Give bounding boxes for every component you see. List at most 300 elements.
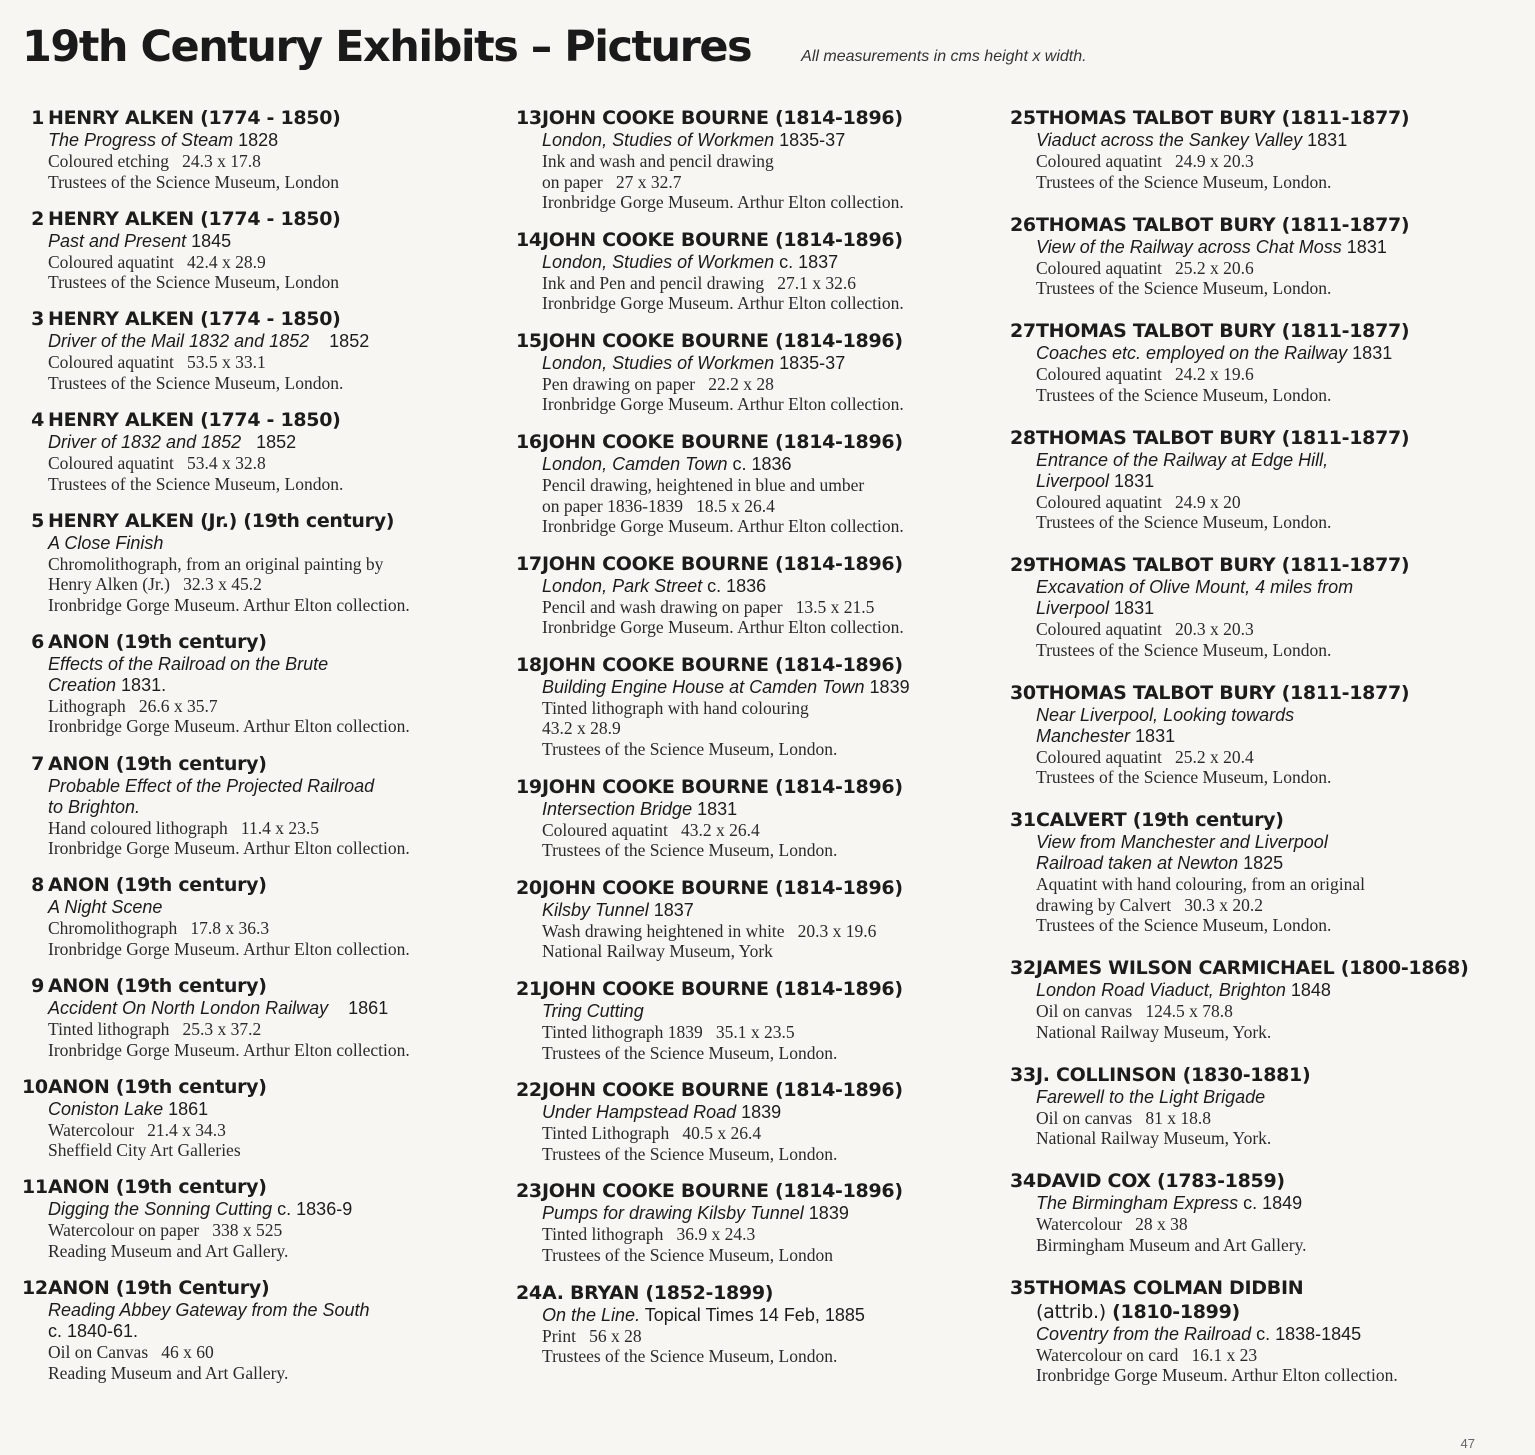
work-title-line	[1036, 471, 1510, 492]
medium-dimensions: Tinted lithograph 25.3 x 37.2	[48, 1019, 262, 1039]
exhibit-entry	[516, 1281, 994, 1367]
work-title: Pumps for drawing Kilsby Tunnel	[542, 1203, 804, 1224]
work-title-line	[1036, 450, 1510, 471]
medium-dimensions: Wash drawing heightened in white 20.3 x 19.6	[542, 920, 877, 941]
work-title-line	[542, 353, 994, 374]
exhibit-entry	[1010, 1276, 1510, 1386]
artist-name: A. BRYAN (1852-1899)	[542, 1281, 774, 1304]
work-title-line	[542, 454, 994, 475]
artist-name: HENRY ALKEN (1774 - 1850)	[48, 308, 341, 331]
medium-dimensions: Coloured aquatint 53.5 x 33.1	[48, 352, 266, 373]
work-title-line	[1036, 705, 1510, 726]
medium-dimensions: Pencil and wash drawing on paper 13.5 x 21.5	[542, 596, 875, 617]
work-title-line	[542, 1001, 994, 1022]
exhibit-entry	[1010, 426, 1510, 533]
artist-name: JOHN COOKE BOURNE (1814-1896)	[542, 431, 903, 454]
exhibit-number: 19	[516, 775, 542, 798]
exhibit-heading	[1010, 1169, 1510, 1193]
work-title: The Progress of Steam	[48, 130, 234, 150]
medium-dimensions: on paper 27 x 32.7	[542, 171, 682, 192]
exhibit-heading	[516, 552, 994, 576]
collection-owner: Ironbridge Gorge Museum. Arthur Elton collection.	[1036, 1365, 1398, 1385]
exhibit-heading	[516, 329, 994, 353]
collection-owner: Trustees of the Science Museum, London.	[542, 1143, 838, 1164]
work-date: 1831	[692, 798, 738, 819]
medium-dimensions: Coloured aquatint 25.2 x 20.4	[1036, 746, 1254, 767]
artist-name: ANON (19th century)	[48, 1176, 267, 1199]
work-title: Creation	[48, 674, 117, 695]
exhibit-number: 28	[1010, 426, 1036, 449]
artist-name: THOMAS TALBOT BURY (1811-1877)	[1036, 426, 1410, 449]
artist-name: HENRY ALKEN (Jr.) (19th century)	[48, 509, 395, 532]
work-title: View of the Railway across Chat Moss	[1036, 236, 1342, 257]
exhibit-heading	[516, 1281, 994, 1305]
exhibit-heading	[31, 106, 492, 130]
exhibit-entry	[516, 653, 994, 760]
exhibit-entry	[516, 430, 994, 537]
exhibit-number: 16	[516, 431, 542, 454]
artist-name: JOHN COOKE BOURNE (1814-1896)	[542, 552, 903, 575]
work-title: The Birmingham Express	[1036, 1193, 1239, 1213]
exhibit-entry	[22, 509, 492, 616]
exhibit-number: 25	[1010, 107, 1036, 129]
collection-owner: National Railway Museum, York	[542, 941, 773, 962]
attribution-note: (attrib.)	[1036, 1300, 1106, 1323]
work-title: Railroad taken at Newton	[1036, 853, 1239, 873]
medium-dimensions: Tinted lithograph 1839 35.1 x 23.5	[542, 1022, 795, 1042]
work-title-line	[542, 1305, 994, 1326]
work-title: London, Studies of Workmen	[542, 352, 775, 373]
work-title: Driver of the Mail 1832 and 1852	[48, 331, 310, 352]
medium-dimensions: Oil on canvas 124.5 x 78.8	[1036, 1001, 1233, 1021]
exhibit-number: 15	[516, 329, 542, 352]
collection-owner: National Railway Museum, York.	[1036, 1128, 1272, 1148]
column-1	[22, 106, 492, 1398]
collection-owner: Ironbridge Gorge Museum. Arthur Elton collection.	[542, 192, 904, 212]
collection-owner: Trustees of the Science Museum, London	[542, 1244, 833, 1265]
work-title: Effects of the Railroad on the Brute	[48, 653, 329, 674]
work-title-line	[542, 900, 994, 921]
collection-owner: Ironbridge Gorge Museum. Arthur Elton collection.	[48, 1039, 410, 1060]
work-date: 1861	[328, 998, 389, 1018]
exhibit-entry	[22, 1276, 492, 1383]
exhibit-heading	[1010, 106, 1510, 130]
work-title: Intersection Bridge	[542, 798, 693, 819]
exhibit-entry	[1010, 956, 1510, 1042]
exhibit-heading	[516, 228, 994, 252]
artist-name: JOHN COOKE BOURNE (1814-1896)	[542, 876, 903, 899]
artist-name: J. COLLINSON (1830-1881)	[1036, 1063, 1311, 1086]
exhibit-heading	[516, 775, 994, 799]
work-title-line	[1036, 1087, 1510, 1108]
exhibit-number: 17	[516, 552, 542, 575]
artist-name: JOHN COOKE BOURNE (1814-1896)	[542, 653, 903, 676]
work-title: Probable Effect of the Projected Railroad	[48, 775, 375, 796]
work-date: 1831	[1109, 470, 1155, 491]
medium-dimensions: Coloured aquatint 24.9 x 20	[1036, 491, 1241, 512]
exhibit-number: 33	[1010, 1063, 1036, 1086]
collection-owner: National Railway Museum, York.	[1036, 1021, 1272, 1042]
collection-owner: Trustees of the Science Museum, London.	[542, 840, 838, 861]
collection-owner: Trustees of the Science Museum, London.	[1036, 767, 1332, 787]
exhibit-heading	[516, 1078, 994, 1102]
work-title: Excavation of Olive Mount, 4 miles from	[1036, 577, 1354, 597]
exhibit-number: 4	[31, 409, 44, 432]
work-title: View from Manchester and Liverpool	[1036, 832, 1328, 852]
artist-name: JOHN COOKE BOURNE (1814-1896)	[542, 775, 903, 798]
artist-dates: (1810-1899)	[1105, 1300, 1240, 1323]
work-title: London, Studies of Workmen	[542, 130, 775, 150]
collection-owner: Trustees of the Science Museum, London.	[1036, 512, 1332, 532]
collection-owner: Trustees of the Science Museum, London.	[1036, 639, 1332, 660]
exhibit-entry	[516, 1078, 994, 1164]
exhibit-number: 11	[22, 1176, 48, 1199]
work-title: London, Studies of Workmen	[542, 251, 775, 272]
work-date: c. 1836-9	[272, 1199, 353, 1220]
medium-dimensions: Tinted Lithograph 40.5 x 26.4	[542, 1123, 762, 1144]
work-date: 1831	[1347, 343, 1393, 363]
exhibit-heading	[22, 1075, 492, 1099]
exhibit-number: 9	[31, 975, 44, 997]
medium-dimensions: Chromolithograph, from an original painting by	[48, 553, 384, 574]
collection-owner: Trustees of the Science Museum, London.	[1036, 384, 1332, 405]
work-title: Viaduct across the Sankey Valley	[1036, 130, 1303, 150]
work-title-line	[48, 130, 492, 151]
exhibit-heading	[1010, 319, 1510, 343]
exhibit-entry	[22, 307, 492, 393]
exhibit-number: 7	[31, 752, 44, 775]
exhibit-entry	[516, 1179, 994, 1265]
exhibit-number: 2	[31, 207, 44, 230]
artist-name: ANON (19th century)	[48, 752, 267, 775]
exhibit-entry	[516, 775, 994, 861]
exhibit-number: 6	[31, 630, 44, 653]
work-date: 1848	[1285, 980, 1331, 1000]
work-date: 1861	[163, 1098, 209, 1119]
page-number: 47	[1460, 1436, 1475, 1451]
medium-dimensions: Pen drawing on paper 22.2 x 28	[542, 373, 774, 394]
work-title: Coaches etc. employed on the Railway	[1036, 343, 1348, 363]
work-date: c. 1836	[727, 454, 792, 475]
exhibit-entry	[516, 552, 994, 638]
exhibit-heading	[31, 509, 492, 533]
work-title-line	[48, 331, 492, 352]
work-title: London, Camden Town	[542, 454, 728, 475]
exhibit-number: 26	[1010, 213, 1036, 236]
work-title-line	[542, 252, 994, 273]
exhibit-entry	[516, 228, 994, 314]
exhibit-entry	[22, 974, 492, 1060]
work-title-line	[48, 654, 492, 675]
collection-owner: Trustees of the Science Museum, London	[48, 272, 339, 293]
work-date: 1835-37	[774, 130, 846, 150]
collection-owner: Trustees of the Science Museum, London.	[542, 1346, 838, 1367]
work-title: Building Engine House at Camden Town	[542, 676, 865, 697]
artist-name: HENRY ALKEN (1774 - 1850)	[48, 207, 341, 230]
exhibit-heading	[31, 408, 492, 432]
work-date: Topical Times 14 Feb, 1885	[640, 1304, 865, 1325]
work-title: London, Park Street	[542, 575, 703, 596]
work-title-line	[542, 677, 994, 698]
work-date: 1839	[864, 676, 910, 697]
exhibit-entry	[1010, 319, 1510, 405]
exhibit-number: 20	[516, 876, 542, 899]
exhibit-heading	[22, 1175, 492, 1199]
exhibit-number: 21	[516, 978, 542, 1000]
work-title-line	[542, 1102, 994, 1123]
work-date: 1852	[309, 331, 370, 352]
work-date: 1828	[233, 130, 279, 150]
exhibit-heading	[31, 752, 492, 776]
exhibit-entry	[1010, 106, 1510, 192]
work-title-line	[1036, 598, 1510, 619]
work-title-line	[48, 533, 492, 554]
work-title-line	[48, 1199, 492, 1220]
exhibit-heading	[1010, 1276, 1510, 1300]
artist-name: THOMAS TALBOT BURY (1811-1877)	[1036, 681, 1410, 704]
exhibit-entry	[22, 207, 492, 293]
medium-dimensions: Oil on canvas 81 x 18.8	[1036, 1107, 1211, 1128]
work-title-line	[542, 576, 994, 597]
column-2	[516, 106, 994, 1382]
exhibit-number: 35	[1010, 1276, 1036, 1299]
exhibit-heading	[1010, 213, 1510, 237]
exhibit-heading	[1010, 426, 1510, 450]
work-title: Liverpool	[1036, 470, 1110, 491]
work-title: Driver of 1832 and 1852	[48, 432, 242, 453]
medium-dimensions: Henry Alken (Jr.) 32.3 x 45.2	[48, 574, 262, 595]
work-title: Near Liverpool, Looking towards	[1036, 704, 1295, 725]
exhibit-heading	[31, 630, 492, 654]
exhibit-entry	[516, 329, 994, 415]
exhibit-heading	[516, 876, 994, 900]
work-title-line	[1036, 130, 1510, 151]
artist-name: THOMAS TALBOT BURY (1811-1877)	[1036, 320, 1410, 342]
collection-owner: Trustees of the Science Museum, London.	[1036, 278, 1332, 298]
work-title: Digging the Sonning Cutting	[48, 1199, 273, 1220]
exhibit-number: 13	[516, 107, 542, 129]
page-title: 19th Century Exhibits – Pictures	[22, 22, 752, 72]
work-title: Liverpool	[1036, 598, 1110, 618]
work-title: Accident On North London Railway	[48, 998, 329, 1018]
medium-dimensions: Tinted lithograph 36.9 x 24.3	[542, 1224, 756, 1245]
medium-dimensions: Chromolithograph 17.8 x 36.3	[48, 918, 270, 939]
artist-name: JOHN COOKE BOURNE (1814-1896)	[542, 1079, 903, 1102]
exhibit-entry	[516, 977, 994, 1063]
medium-dimensions: Aquatint with hand colouring, from an original	[1036, 874, 1366, 894]
exhibit-number: 10	[22, 1075, 48, 1098]
work-title-line	[1036, 1193, 1510, 1214]
medium-dimensions: Coloured aquatint 20.3 x 20.3	[1036, 619, 1254, 639]
medium-dimensions: on paper 1836-1839 18.5 x 26.4	[542, 495, 775, 516]
exhibit-number: 8	[31, 874, 44, 897]
work-title-line	[48, 231, 492, 252]
medium-dimensions: Coloured aquatint 24.9 x 20.3	[1036, 151, 1254, 171]
work-title: Coniston Lake	[48, 1098, 164, 1119]
collection-owner: Ironbridge Gorge Museum. Arthur Elton collection.	[542, 293, 904, 314]
exhibit-entry	[516, 106, 994, 213]
artist-name: ANON (19th century)	[48, 874, 267, 897]
work-date: 1825	[1238, 853, 1284, 873]
work-title-line	[48, 675, 492, 696]
artist-name: HENRY ALKEN (1774 - 1850)	[48, 107, 341, 129]
medium-dimensions: 43.2 x 28.9	[542, 718, 621, 739]
work-title: Manchester	[1036, 725, 1131, 746]
exhibit-heading	[516, 1179, 994, 1203]
artist-name: DAVID COX (1783-1859)	[1036, 1170, 1285, 1192]
work-date: 1831	[1302, 130, 1348, 150]
exhibit-entry	[22, 1175, 492, 1261]
exhibit-entry	[22, 1075, 492, 1161]
exhibit-number: 3	[31, 308, 44, 331]
work-date: 1837	[648, 899, 694, 920]
exhibit-number: 29	[1010, 554, 1036, 576]
collection-owner: Ironbridge Gorge Museum. Arthur Elton collection.	[48, 594, 410, 615]
exhibit-number: 5	[31, 509, 44, 532]
exhibit-heading	[1010, 553, 1510, 577]
collection-owner: Ironbridge Gorge Museum. Arthur Elton collection.	[48, 938, 410, 959]
work-date: 1845	[186, 230, 232, 251]
artist-attribution-line	[1036, 1300, 1510, 1324]
collection-owner: Ironbridge Gorge Museum. Arthur Elton collection.	[48, 716, 410, 737]
artist-name: HENRY ALKEN (1774 - 1850)	[48, 409, 341, 432]
work-title-line	[48, 1099, 492, 1120]
exhibit-number: 32	[1010, 957, 1036, 979]
exhibit-heading	[22, 1276, 492, 1300]
exhibit-entry	[1010, 553, 1510, 660]
artist-name: ANON (19th century)	[48, 975, 267, 997]
column-3	[1010, 106, 1510, 1406]
exhibit-heading	[516, 653, 994, 677]
medium-dimensions: Watercolour 21.4 x 34.3	[48, 1119, 226, 1140]
exhibit-number: 1	[31, 107, 44, 129]
exhibit-number: 30	[1010, 681, 1036, 704]
medium-dimensions: Watercolour on paper 338 x 525	[48, 1220, 283, 1241]
medium-dimensions: Ink and Pen and pencil drawing 27.1 x 32.6	[542, 272, 856, 293]
work-date: 1839	[803, 1203, 849, 1224]
exhibit-heading	[516, 106, 994, 130]
work-title-line	[1036, 343, 1510, 364]
medium-dimensions: Lithograph 26.6 x 35.7	[48, 695, 218, 716]
artist-name: JOHN COOKE BOURNE (1814-1896)	[542, 228, 903, 251]
exhibit-entry	[1010, 1063, 1510, 1149]
exhibit-entry	[516, 876, 994, 962]
collection-owner: Trustees of the Science Museum, London.	[48, 372, 344, 393]
work-title: London Road Viaduct, Brighton	[1036, 980, 1286, 1000]
exhibit-number: 14	[516, 228, 542, 251]
exhibit-entry	[22, 408, 492, 494]
work-date: c. 1838-1845	[1251, 1323, 1362, 1344]
exhibit-entry	[1010, 213, 1510, 299]
exhibit-number: 24	[516, 1281, 542, 1304]
medium-dimensions: Coloured aquatint 25.2 x 20.6	[1036, 257, 1254, 278]
work-date: 1831	[1341, 236, 1387, 257]
work-title-line	[48, 797, 492, 818]
work-date: 1839	[736, 1102, 782, 1123]
artist-name: JOHN COOKE BOURNE (1814-1896)	[542, 978, 903, 1000]
work-title-line	[542, 130, 994, 151]
work-title-line	[48, 998, 492, 1019]
medium-dimensions: Coloured aquatint 53.4 x 32.8	[48, 453, 266, 474]
collection-owner: Trustees of the Science Museum, London.	[1036, 915, 1332, 935]
work-title-line	[48, 1321, 492, 1342]
work-date: 1835-37	[774, 352, 846, 373]
work-title-line	[1036, 853, 1510, 874]
artist-name: JOHN COOKE BOURNE (1814-1896)	[542, 1180, 903, 1203]
medium-dimensions: Print 56 x 28	[542, 1325, 642, 1346]
medium-dimensions: Tinted lithograph with hand colouring	[542, 697, 809, 718]
work-title: A Night Scene	[48, 897, 163, 918]
work-title: Coventry from the Railroad	[1036, 1323, 1252, 1344]
exhibit-number: 12	[22, 1277, 48, 1300]
work-title: Past and Present	[48, 230, 187, 251]
medium-dimensions: drawing by Calvert 30.3 x 20.2	[1036, 894, 1263, 915]
medium-dimensions: Watercolour 28 x 38	[1036, 1214, 1188, 1234]
exhibit-entry	[22, 630, 492, 737]
exhibit-entry	[1010, 681, 1510, 788]
artist-name: JAMES WILSON CARMICHAEL (1800-1868)	[1036, 957, 1469, 979]
work-title: Tring Cutting	[542, 1001, 644, 1021]
work-title-line	[48, 776, 492, 797]
collection-owner: Trustees of the Science Museum, London	[48, 171, 339, 192]
medium-dimensions: Coloured aquatint 43.2 x 26.4	[542, 819, 760, 840]
exhibit-entry	[22, 106, 492, 192]
work-title-line	[1036, 832, 1510, 853]
work-title: Entrance of the Railway at Edge Hill,	[1036, 449, 1329, 470]
work-title-line	[48, 1300, 492, 1321]
work-title-line	[1036, 1324, 1510, 1345]
exhibit-number: 23	[516, 1180, 542, 1203]
work-title-line	[1036, 980, 1510, 1001]
work-date: c. 1836	[702, 575, 767, 596]
collection-owner: Trustees of the Science Museum, London.	[1036, 171, 1332, 192]
collection-owner: Ironbridge Gorge Museum. Arthur Elton collection.	[542, 394, 904, 415]
work-date: 1831	[1130, 725, 1176, 746]
work-title: Reading Abbey Gateway from the South	[48, 1300, 370, 1321]
artist-name: THOMAS TALBOT BURY (1811-1877)	[1036, 107, 1410, 129]
work-date: c. 1849	[1238, 1193, 1303, 1213]
work-title-line	[48, 897, 492, 918]
work-title: Under Hampstead Road	[542, 1102, 737, 1123]
exhibit-heading	[1010, 956, 1510, 980]
work-title-line	[1036, 237, 1510, 258]
artist-name: ANON (19th century)	[48, 630, 267, 653]
collection-owner: Ironbridge Gorge Museum. Arthur Elton collection.	[542, 617, 904, 638]
collection-owner: Ironbridge Gorge Museum. Arthur Elton collection.	[542, 516, 904, 537]
collection-owner: Sheffield City Art Galleries	[48, 1140, 241, 1161]
medium-dimensions: Watercolour on card 16.1 x 23	[1036, 1344, 1258, 1365]
work-title: Farewell to the Light Brigade	[1036, 1086, 1266, 1107]
artist-name: JOHN COOKE BOURNE (1814-1896)	[542, 107, 903, 129]
header	[22, 22, 1087, 72]
collection-owner: Trustees of the Science Museum, London.	[542, 738, 838, 759]
work-date: 1831.	[116, 674, 167, 695]
collection-owner: Ironbridge Gorge Museum. Arthur Elton collection.	[48, 838, 410, 859]
work-title-line	[542, 799, 994, 820]
collection-owner: Birmingham Museum and Art Gallery.	[1036, 1234, 1307, 1255]
work-title: Kilsby Tunnel	[542, 899, 649, 920]
exhibit-heading	[31, 307, 492, 331]
measurement-note: All measurements in cms height x width.	[801, 48, 1087, 65]
exhibit-heading	[31, 974, 492, 998]
exhibit-heading	[31, 873, 492, 897]
medium-dimensions: Coloured aquatint 24.2 x 19.6	[1036, 364, 1254, 384]
work-title-line	[1036, 726, 1510, 747]
collection-owner: Reading Museum and Art Gallery.	[48, 1240, 289, 1261]
artist-name: ANON (19th century)	[48, 1075, 267, 1098]
artist-name: THOMAS COLMAN DIDBIN	[1036, 1276, 1304, 1299]
exhibit-heading	[516, 977, 994, 1001]
